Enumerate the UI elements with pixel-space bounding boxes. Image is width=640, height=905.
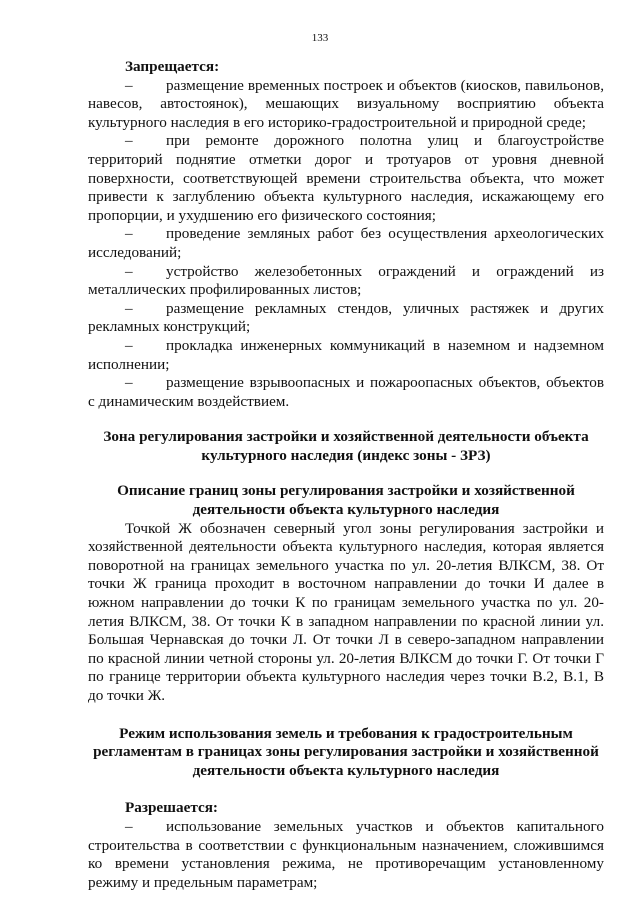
list-item-text: устройство железобетонных ограждений и ограждений из металлических профилированных листов; — [88, 262, 604, 299]
list-item-text: прокладка инженерных коммуникаций в наземном и надземном исполнении; — [88, 336, 604, 373]
list-dash: – — [125, 299, 133, 317]
list-item — [88, 337, 604, 374]
list-item — [88, 132, 604, 225]
list-item-text: размещение взрывоопасных и пожароопасных объектов, объектов с динамическим воздействием. — [88, 374, 604, 410]
page-number: 133 — [311, 32, 329, 44]
list-dash: – — [125, 76, 133, 94]
list-item — [88, 374, 604, 411]
list-dash: – — [125, 225, 133, 243]
regime-heading: Режим использования земель и требования к градостроительным регламентам в границах зоны регулирования застройки и хозяйственной деятельности объекта культурного наследия — [93, 724, 599, 779]
list-item-text: при ремонте дорожного полотна улиц и благоустройстве территорий поднятие отметки дорог и тротуаров от уровня дневной поверхности, соответствующей времени строительства объекта, что может привести к заглублению объекта культурного наследия, искажающему его пропорции, и ухудшению его физического состояния; — [88, 132, 604, 224]
list-dash: – — [125, 262, 133, 280]
page-content — [88, 58, 604, 892]
list-item — [88, 77, 604, 133]
list-dash: – — [125, 374, 133, 392]
list-item — [88, 818, 604, 892]
list-item — [88, 300, 604, 337]
list-item-text: размещение временных построек и объектов (киосков, павильонов, навесов, автостоянок), мешающих визуальному восприятию объекта культурного наследия в его историко-градостроительной и природной среде; — [88, 76, 604, 131]
prohibited-list — [88, 77, 604, 412]
list-item-text: проведение земляных работ без осуществления археологических исследований; — [88, 225, 604, 261]
boundary-paragraph: Точкой Ж обозначен северный угол зоны регулирования застройки и хозяйственной деятельности объекта культурного наследия, которая является поворотной на границах земельного участка по ул. 20-летия ВЛКСМ, 38. От точки Ж граница проходит в восточном направлении до точки И далее в южном направлении до точки К по границам земельного участка по ул. 20-летия ВЛКСМ, 38. От точки К в западном направлении по красной линии ул. Большая Чернавская до точки Л. От точки Л в северо-западном направлении по красной линии четной стороны ул. 20-летия ВЛКСМ до точки Г. От точки Г по границе территории объекта культурного наследия через точки В.2, В.1, В до точки Ж. — [88, 519, 604, 704]
list-item — [88, 263, 604, 300]
permitted-list — [88, 818, 604, 892]
zone-heading: Зона регулирования застройки и хозяйственной деятельности объекта культурного наследия (индекс зоны - ЗРЗ) — [103, 428, 589, 464]
list-item — [88, 225, 604, 262]
list-item-text: размещение рекламных стендов, уличных растяжек и других рекламных конструкций; — [88, 299, 604, 336]
boundary-heading: Описание границ зоны регулирования застройки и хозяйственной деятельности объекта культурного наследия — [117, 482, 575, 519]
list-dash: – — [125, 336, 133, 354]
list-dash: – — [125, 132, 133, 150]
list-item-text: использование земельных участков и объектов капитального строительства в соответствии с функциональным назначением, сложившимся ко времени установления режима, не противоречащим установленному режиму и предельным параметрам; — [88, 817, 604, 891]
permitted-label: Разрешается: — [125, 799, 218, 817]
prohibited-label: Запрещается: — [125, 58, 220, 75]
list-dash: – — [125, 817, 133, 835]
